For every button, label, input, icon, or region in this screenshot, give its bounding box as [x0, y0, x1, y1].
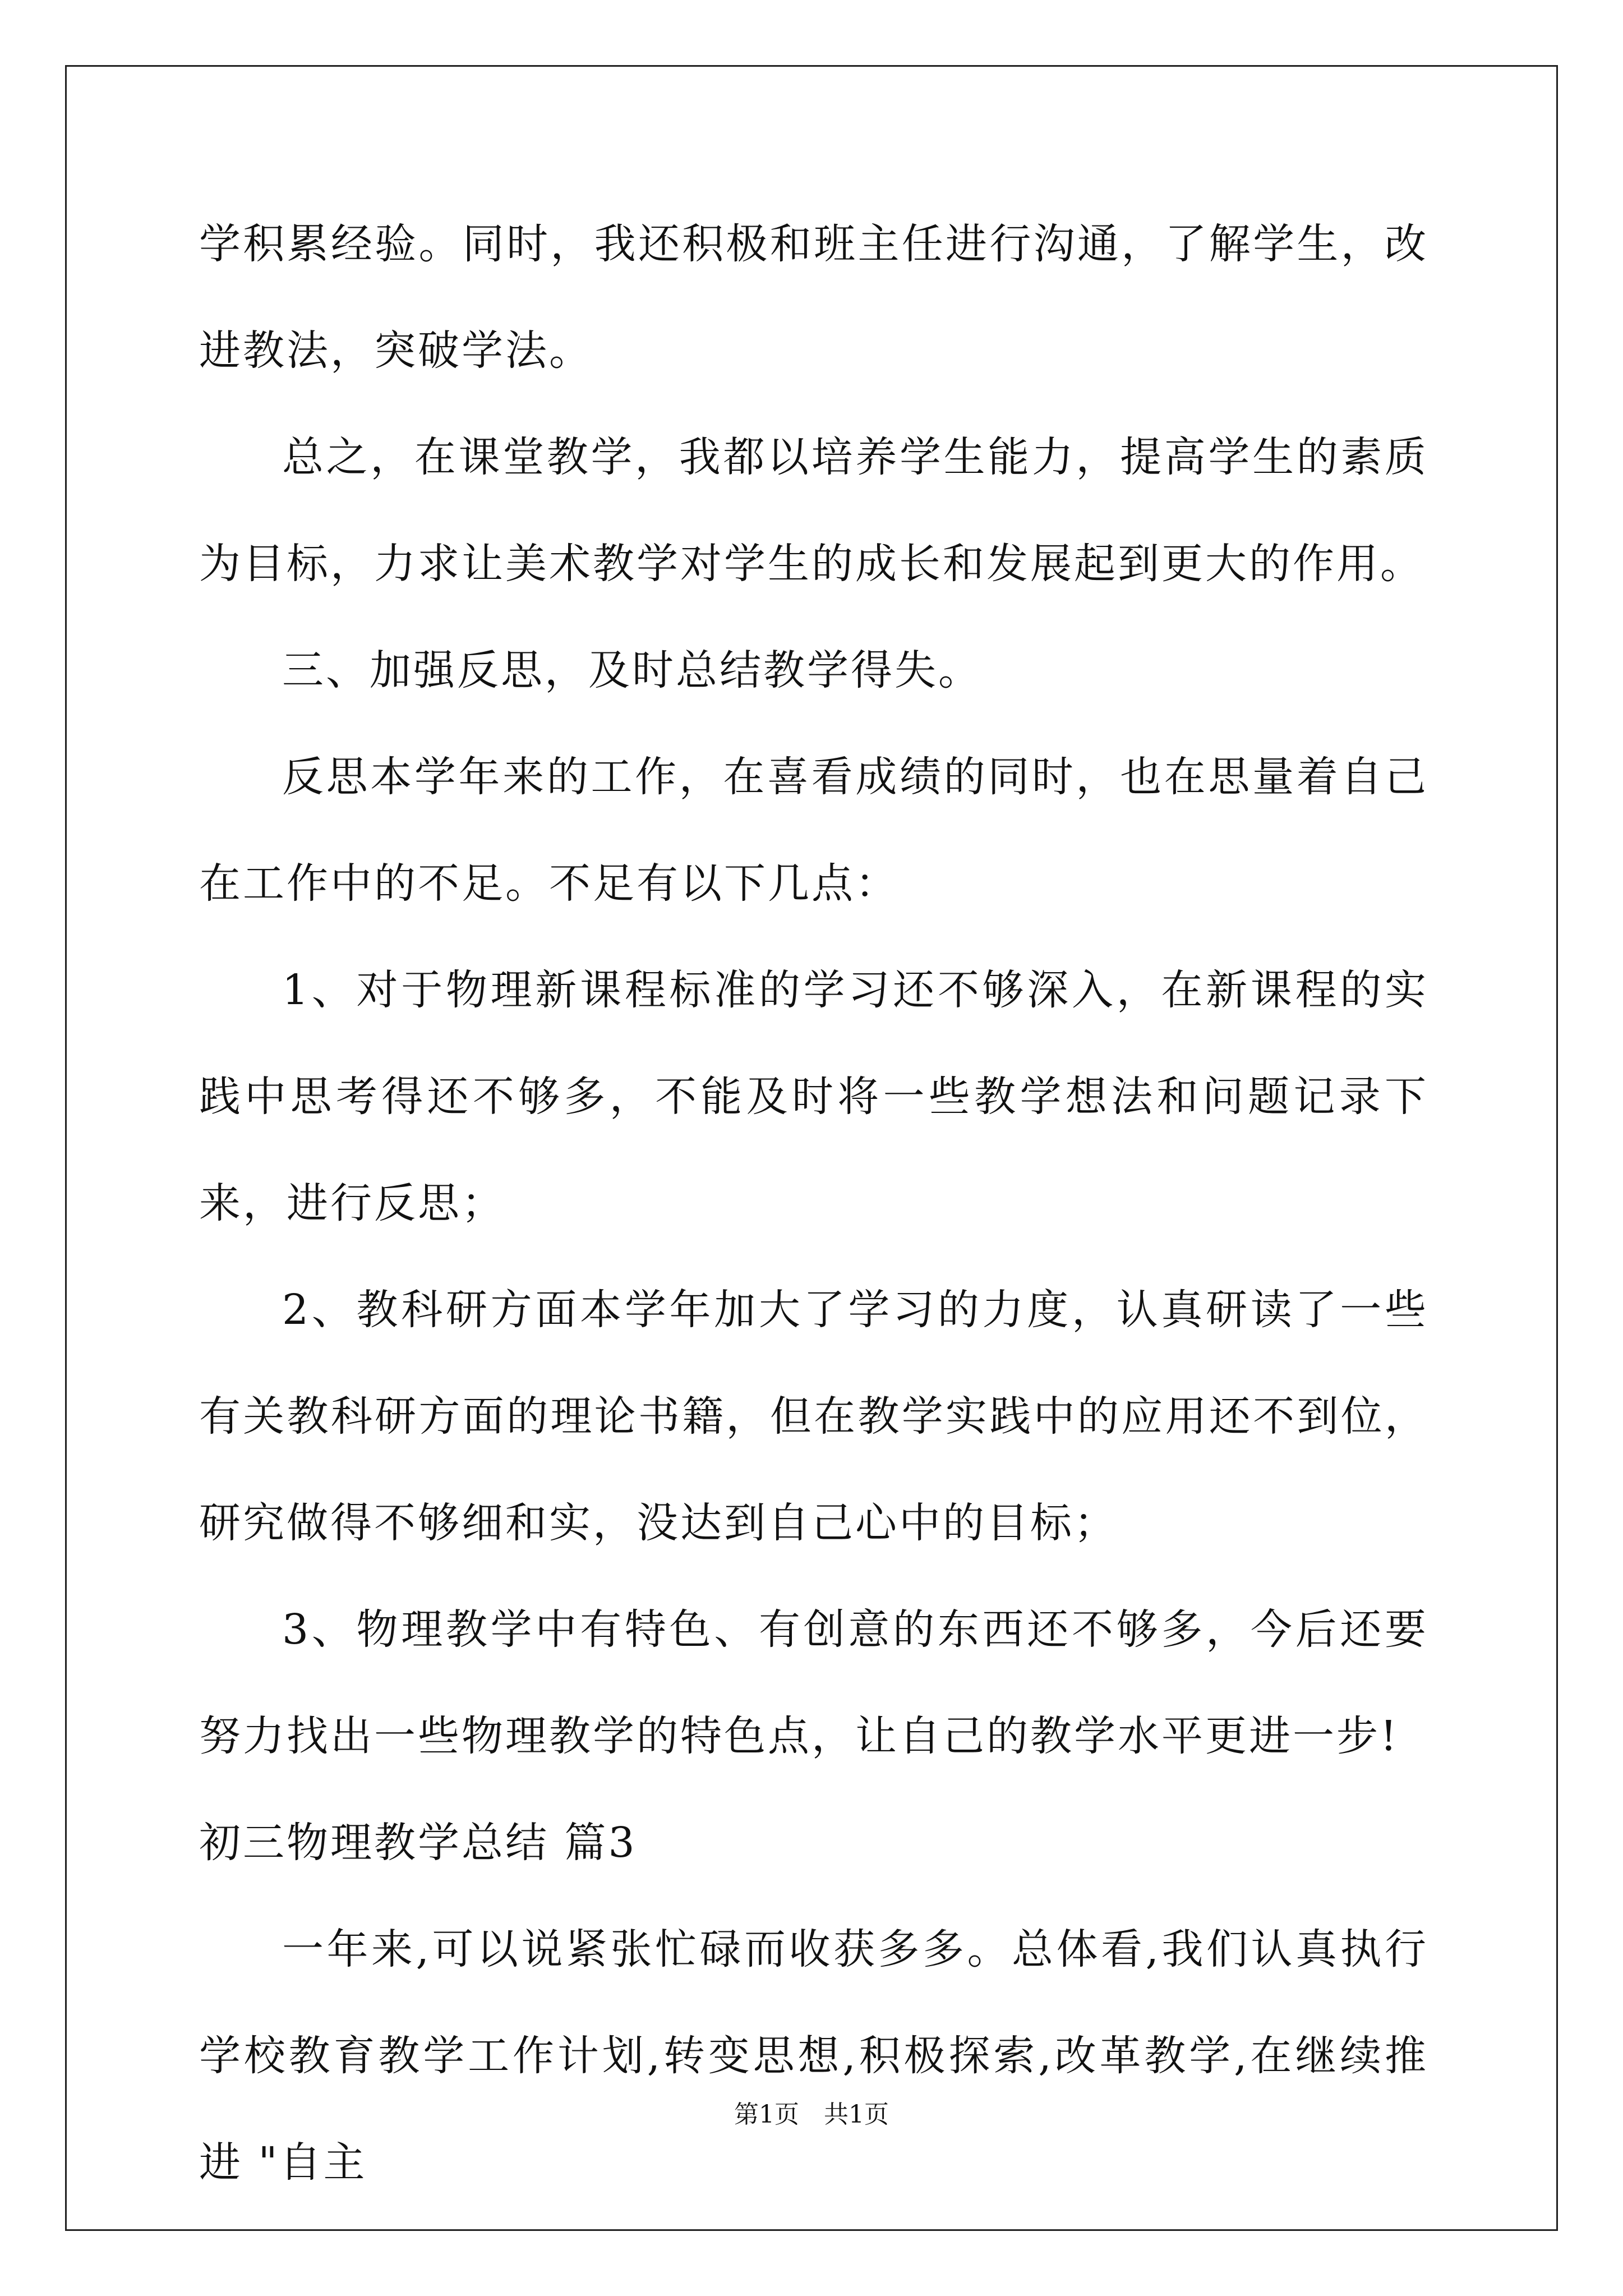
- paragraph-2: 总之，在课堂教学，我都以培养学生能力，提高学生的素质为目标，力求让美术教学对学生的成长和发展起到更大的作用。: [199, 433, 1428, 588]
- paragraph-7: 3、物理教学中有特色、有创意的东西还不够多，今后还要努力找出一些物理教学的特色点，让自己的教学水平更进一步!: [199, 1605, 1428, 1760]
- paragraph-1: 学积累经验。同时，我还积极和班主任进行沟通，了解学生，改进教法，突破学法。: [199, 220, 1428, 375]
- paragraph-6: 2、教科研方面本学年加大了学习的力度，认真研读了一些有关教科研方面的理论书籍，但在教学实践中的应用还不到位，研究做得不够细和实，没达到自己心中的目标；: [199, 1286, 1428, 1547]
- document-body: [199, 191, 1428, 2216]
- section-heading: 初三物理教学总结 篇3: [199, 1819, 637, 1867]
- paragraph-4: 反思本学年来的工作，在喜看成绩的同时，也在思量着自己在工作中的不足。不足有以下几点：: [199, 753, 1428, 908]
- page-footer: [0, 2098, 1623, 2132]
- paragraph-3: 三、加强反思，及时总结教学得失。: [282, 646, 982, 694]
- page-total: 共1页: [824, 2100, 889, 2129]
- paragraph-5: 1、对于物理新课程标准的学习还不够深入，在新课程的实践中思考得还不够多，不能及时将一些教学想法和问题记录下来，进行反思；: [199, 966, 1428, 1227]
- section-paragraph-1: 一年来,可以说紧张忙碌而收获多多。总体看,我们认真执行学校教育教学工作计划,转变思想,积极探索,改革教学,在继续推进 "自主: [199, 1925, 1428, 2187]
- page-number: 第1页: [734, 2100, 799, 2129]
